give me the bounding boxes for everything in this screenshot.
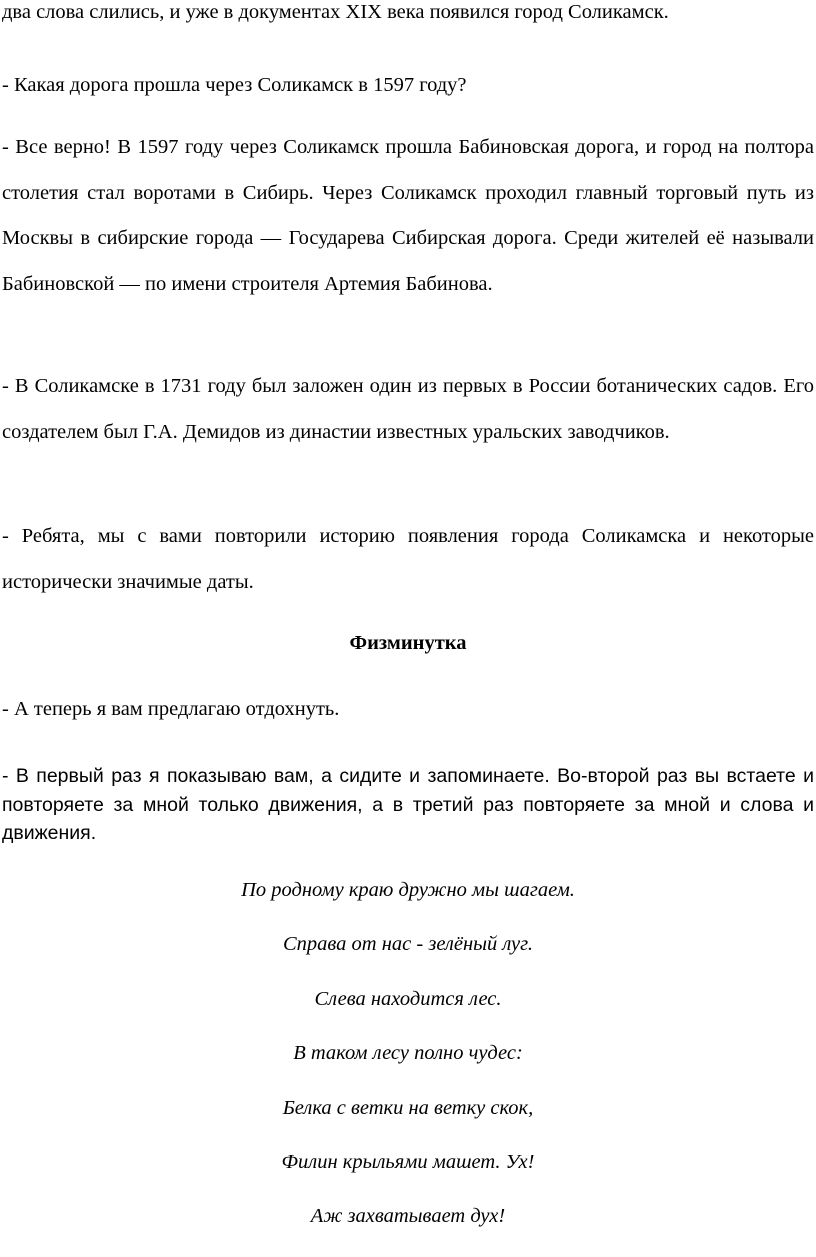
poem-line: Слева находится лес. xyxy=(314,987,502,1010)
instruction-rest: - А теперь я вам предлагаю отдохнуть. xyxy=(2,698,340,720)
poem-line: По родному краю дружно мы шагаем. xyxy=(241,879,575,901)
paragraph-question-road: - Какая дорога прошла через Соликамск в 1597 году? xyxy=(2,74,467,96)
poem-line: Справа от нас - зелёный луг. xyxy=(282,933,533,956)
poem-line: Филин крыльями машет. Ух! xyxy=(281,1150,535,1173)
paragraph-name-origin: два слова слились, и уже в документах XIX века появился город Соликамск. xyxy=(2,1,669,23)
section-title: Физминутка xyxy=(349,632,467,654)
poem-line: Аж захватывает дух! xyxy=(310,1205,506,1228)
instruction-movements: - В первый раз я показываю вам, а сидите и запоминаете. Во-второй раз вы встаете и повторяете за мной только движения, а в третий раз повторяете за мной и слова и движения. xyxy=(2,765,814,844)
poem xyxy=(0,876,816,1257)
paragraph-botanical-garden: - В Соликамске в 1731 году был заложен один из первых в России ботанических садов. Его создателем был Г.А. Демидов из династии известных уральских заводчиков. xyxy=(2,375,814,443)
paragraph-summary: - Ребята, мы с вами повторили историю появления города Соликамска и некоторые исторически значимые даты. xyxy=(2,525,814,593)
poem-line: В таком лесу полно чудес: xyxy=(293,1042,523,1065)
poem-line: Белка с ветки на ветку скок, xyxy=(282,1096,534,1119)
paragraph-babinovskaya-road: - Все верно! В 1597 году через Соликамск прошла Бабиновская дорога, и город на полтора столетия стал воротами в Сибирь. Через Соликамск проходил главный торговый путь из Москвы в сибирские города — Государева Сибирская дорога. Среди жителей её называли Бабиновской — по имени строителя Артемия Бабинова. xyxy=(2,136,814,295)
